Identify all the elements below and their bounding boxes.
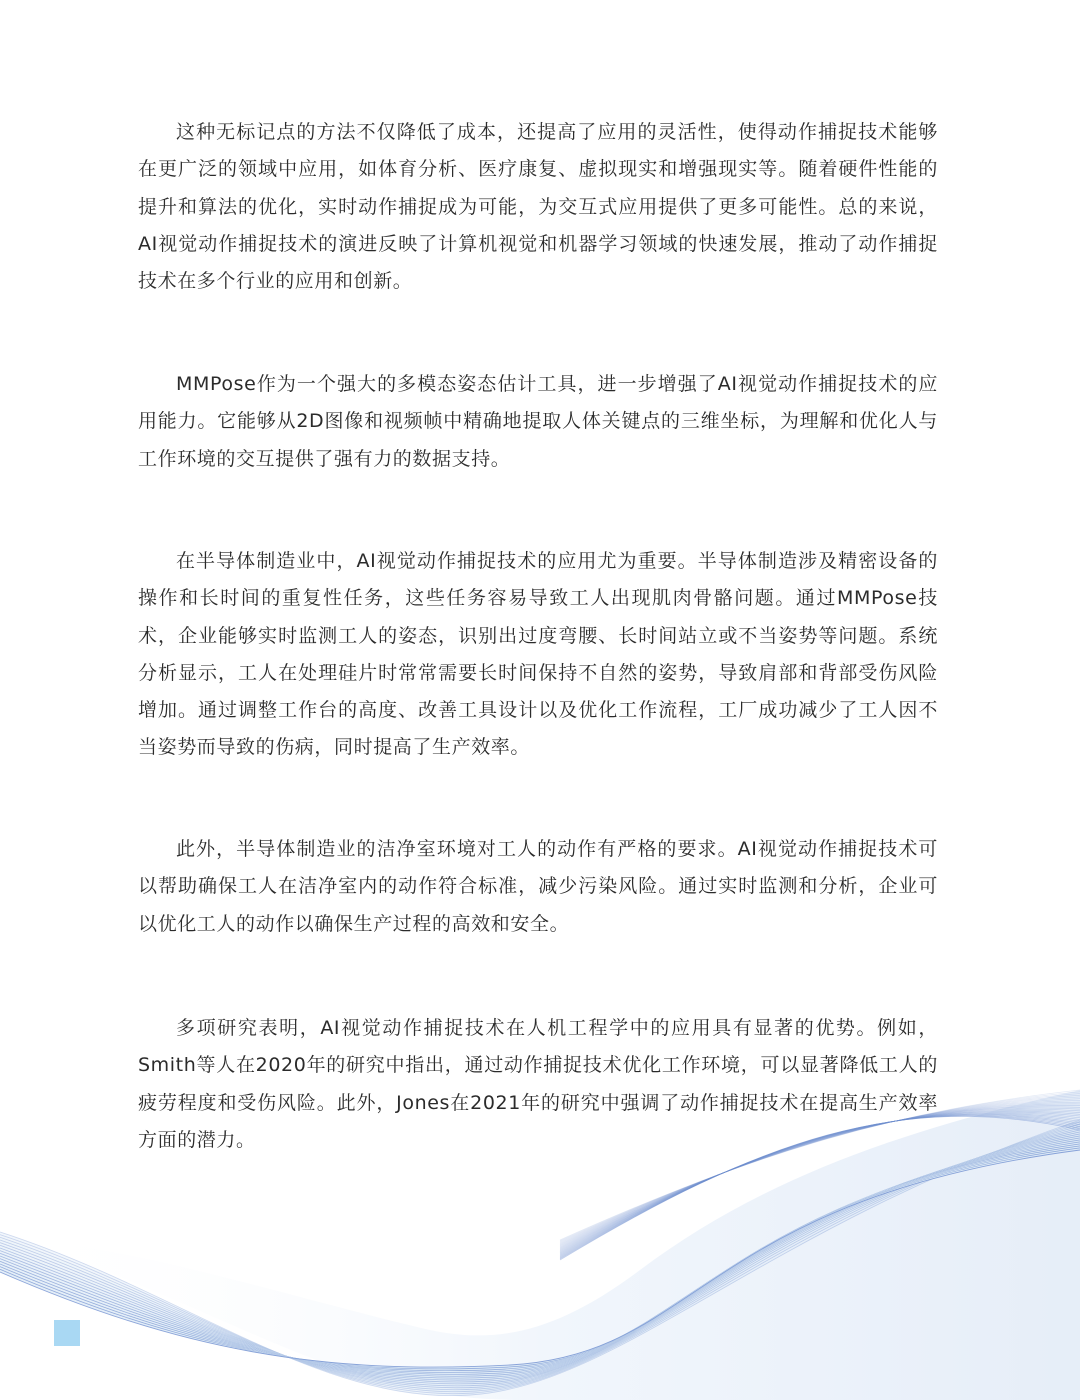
body-paragraph-3: 在半导体制造业中，AI视觉动作捕捉技术的应用尤为重要。半导体制造涉及精密设备的操作和长时间的重复性任务，这些任务容易导致工人出现肌肉骨骼问题。通过MMPose技术，企业能够实时监测工人的姿态，识别出过度弯腰、长时间站立或不当姿势等问题。系统分析显示，工人在处理硅片时常常需要长时间保持不自然的姿势，导致肩部和背部受伤风险增加。通过调整工作台的高度、改善工具设计以及优化工作流程，工厂成功减少了工人因不当姿势而导致的伤病，同时提高了生产效率。 xyxy=(138,550,938,759)
page-number: 160 xyxy=(12,1360,56,1384)
body-paragraph-1: 这种无标记点的方法不仅降低了成本，还提高了应用的灵活性，使得动作捕捉技术能够在更广泛的领域中应用，如体育分析、医疗康复、虚拟现实和增强现实等。随着硬件性能的提升和算法的优化，实时动作捕捉成为可能，为交互式应用提供了更多可能性。总的来说，AI视觉动作捕捉技术的演进反映了计算机视觉和机器学习领域的快速发展，推动了动作捕捉技术在多个行业的应用和创新。 xyxy=(138,121,938,293)
watermark-logo-text: 大数跨境 xyxy=(54,1370,138,1394)
body-paragraph-5: 多项研究表明，AI视觉动作捕捉技术在人机工程学中的应用具有显著的优势。例如，Smith等人在2020年的研究中指出，通过动作捕捉技术优化工作环境，可以显著降低工人的疲劳程度和受伤风险。此外，Jones在2021年的研究中强调了动作捕捉技术在提高生产效率方面的潜力。 xyxy=(138,1017,938,1151)
body-paragraph-2: MMPose作为一个强大的多模态姿态估计工具，进一步增强了AI视觉动作捕捉技术的应用能力。它能够从2D图像和视频帧中精确地提取人体关键点的三维坐标，为理解和优化人与工作环境的交互提供了强有力的数据支持。 xyxy=(138,373,938,470)
body-paragraph-4: 此外，半导体制造业的洁净室环境对工人的动作有严格的要求。AI视觉动作捕捉技术可以帮助确保工人在洁净室内的动作符合标准，减少污染风险。通过实时监测和分析，企业可以优化工人的动作以确保生产过程的高效和安全。 xyxy=(138,838,938,935)
page-corner-square xyxy=(54,1320,80,1346)
